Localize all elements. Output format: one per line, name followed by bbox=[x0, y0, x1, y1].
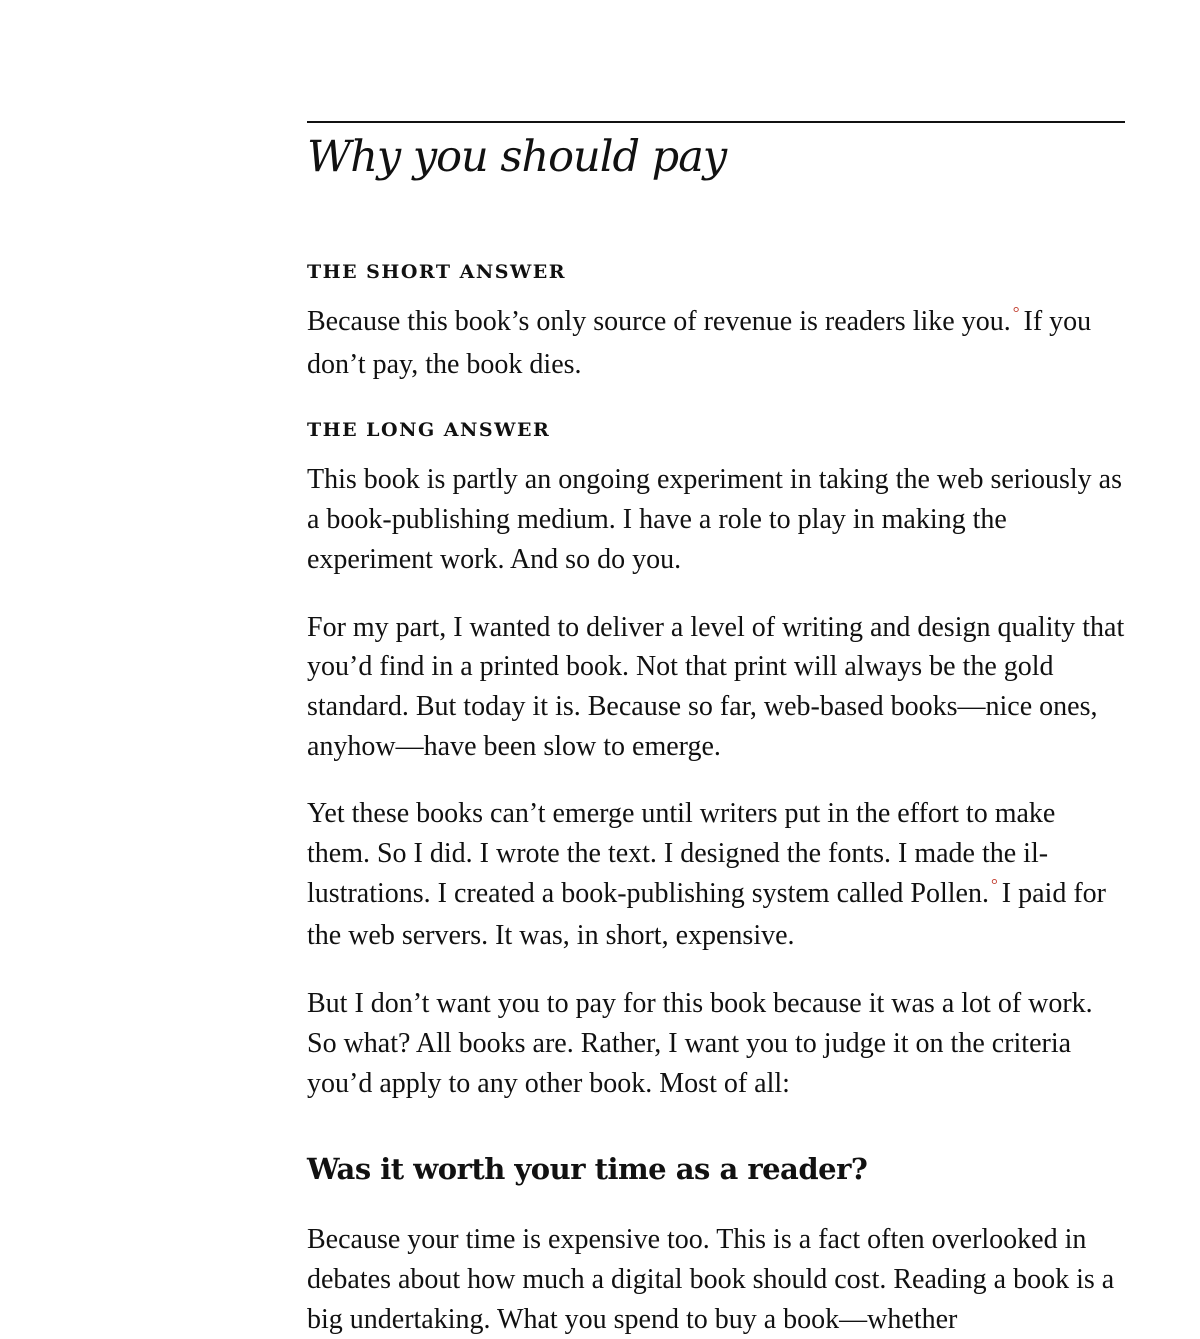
short-answer-tail: If you don’t pay, the book dies. bbox=[307, 306, 1092, 380]
long-answer-paragraph-4: But I don’t want you to pay for this book because it was a lot of work. So what? All books are. Rather, I want you to judge it on the criteria you’d apply to any other book. Most of all: bbox=[307, 988, 1093, 1099]
page-title: Why you should pay bbox=[307, 132, 727, 182]
footnote-marker[interactable]: ° bbox=[990, 874, 998, 894]
paragraph-3-tail: I paid for the web servers. It was, in short, expensive. bbox=[307, 877, 1106, 952]
short-answer-text: Because this book’s only source of revenue is readers like you. bbox=[307, 306, 1011, 337]
long-answer-paragraph-5: Because your time is expensive too. This is a fact often overlooked in debates about how much a digital book should cost. Reading a book is a big undertaking. What you spend to buy a book—whether bbox=[307, 1224, 1115, 1335]
article bbox=[307, 121, 1125, 1339]
subheading: Was it worth your time as a reader? bbox=[307, 1152, 868, 1187]
title-rule bbox=[307, 121, 1125, 123]
long-answer-heading: THE LONG ANSWER bbox=[307, 419, 551, 442]
long-answer-paragraph-1: This book is partly an ongoing experiment in taking the web seriously as a book-publishing medium. I have a role to play in making the experiment work. And so do you. bbox=[307, 464, 1122, 575]
long-answer-paragraph-2: For my part, I wanted to deliver a level of writing and design quality that you’d find in a printed book. Not that print will always be the gold standard. But today it is. Because so far, web-based books—nice ones, anyhow—have been slow to emerge. bbox=[307, 611, 1125, 762]
paragraph-3-text: Yet these books can’t emerge until writers put in the effort to make them. So I did. I wrote the text. I designed the fonts. I made the illustrations. I created a book-publishing system called Pollen. bbox=[307, 798, 1056, 909]
footnote-marker[interactable]: ° bbox=[1012, 303, 1020, 322]
long-answer-paragraph-3 bbox=[307, 794, 1125, 956]
short-answer-paragraph bbox=[307, 302, 1125, 384]
short-answer-heading: THE SHORT ANSWER bbox=[307, 261, 567, 283]
